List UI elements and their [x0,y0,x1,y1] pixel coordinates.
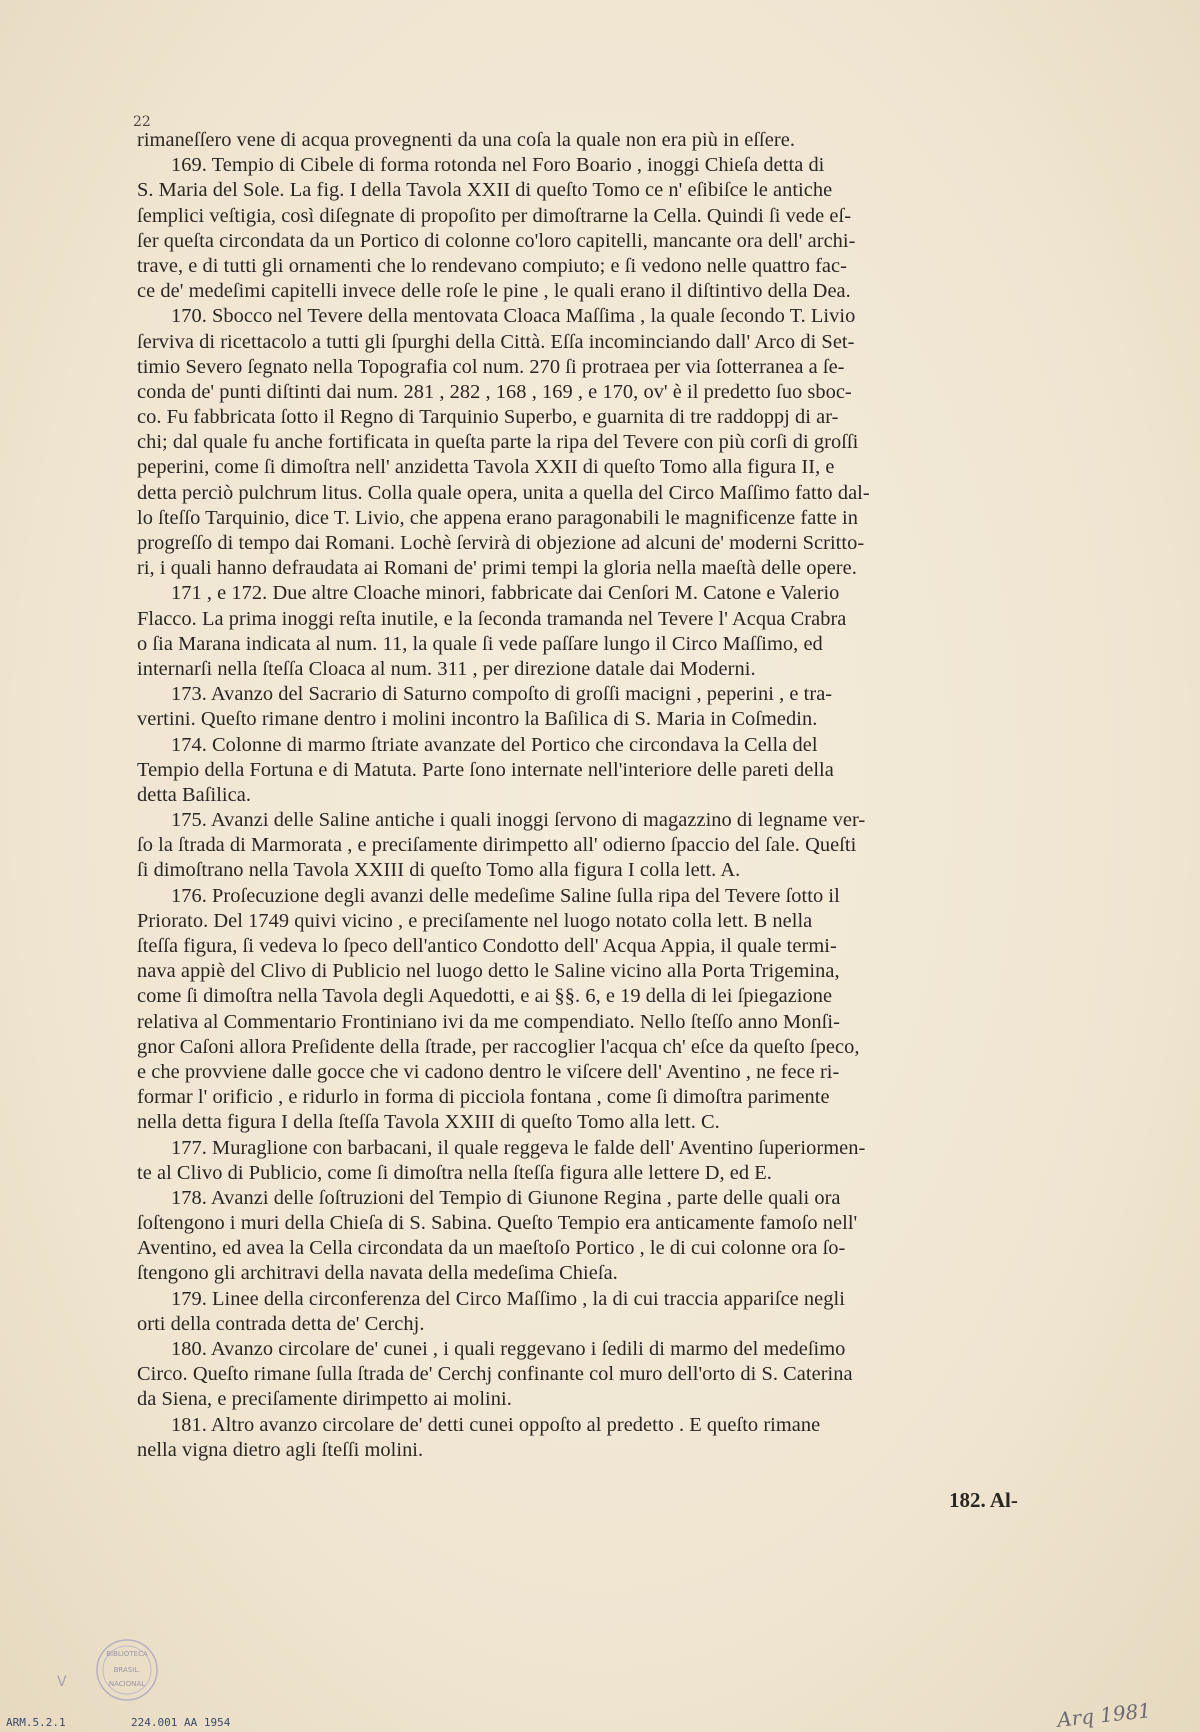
text-line: ſo la ſtrada di Marmorata , e preciſamente dirimpetto all' odierno ſpaccio del ſale. Queſti [137,834,857,857]
text-line: orti della contrada detta de' Cerchj. [137,1312,425,1335]
stamp-prefix: V [57,1674,67,1690]
text-line: Flacco. La prima inoggi reſta inutile, e la ſeconda tramanda nel Tevere l' Acqua Crabra [137,607,847,630]
text-line: 170. Sbocco nel Tevere della mentovata Cloaca Maſſima , la quale ſecondo T. Livio [171,305,856,328]
text-line: timio Severo ſegnato nella Topografia col num. 270 ſi protraea per via ſotterranea a ſe- [137,355,845,378]
text-line: ce de' medeſimi capitelli invece delle roſe le pine , le quali erano il diſtintivo della Dea. [137,280,851,303]
body-text [137,128,1037,1463]
text-line: gnor Caſoni allora Preſidente della ſtrade, per raccoglier l'acqua ch' eſce da queſto ſpeco, [137,1035,860,1058]
handwritten-note: Arq 1981 [1056,1698,1153,1732]
text-line: 180. Avanzo circolare de' cunei , i quali reggevano i ſedili di marmo del medeſimo [171,1338,846,1360]
text-line: 176. Proſecuzione degli avanzi delle medeſime Saline ſulla ripa del Tevere ſotto il [171,884,840,907]
text-line: conda de' punti diſtinti dai num. 281 , 282 , 168 , 169 , e 170, ov' è il predetto ſuo sboc- [137,380,852,403]
text-line: ſteſſa figura, ſi vedeva lo ſpeco dell'antico Condotto dell' Acqua Appia, il quale termi- [137,935,837,957]
text-line: e che provviene dalle gocce che vi cadono dentro le viſcere dell' Aventino , ne fece ri- [137,1060,840,1083]
catchword: 182. Al- [949,1488,1018,1512]
text-line: chi; dal quale fu anche fortificata in queſta parte la ripa del Tevere con più corſi di groſſi [137,431,859,454]
text-line: 173. Avanzo del Sacrario di Saturno compoſto di groſſi macigni , peperini , e tra- [171,683,833,706]
text-line: nella detta figura I della ſteſſa Tavola XXIII di queſto Tomo alla lett. C. [137,1111,720,1134]
text-line: ſerviva di ricettacolo a tutti gli ſpurghi della Città. Eſſa incominciando dall' Arco di Set- [137,330,855,353]
text-line: internarſi nella ſteſſa Cloaca al num. 311 , per direzione datale dai Moderni. [137,657,756,680]
text-line: 178. Avanzi delle ſoſtruzioni del Tempio di Giunone Regina , parte delle quali ora [171,1186,841,1209]
library-stamp-icon [45,1636,175,1712]
text-line: trave, e di tutti gli ornamenti che lo rendevano compiuto; e ſi vedono nelle quattro fac- [137,254,847,277]
library-stamp [45,1636,175,1712]
text-line: da Siena, e preciſamente dirimpetto ai molini. [137,1388,512,1411]
text-line: rimaneſſero vene di acqua provegnenti da una coſa la quale non era più in eſſere. [137,129,795,151]
text-line: detta Baſilica. [137,783,251,806]
text-line: 177. Muraglione con barbacani, il quale reggeva le falde dell' Aventino ſuperiormen- [171,1136,866,1159]
text-line: te al Clivo di Publicio, come ſi dimoſtra nella ſteſſa figura alle lettere D, ed E. [137,1161,772,1184]
text-line: ri, i quali hanno defraudata ai Romani de' primi tempi la gloria nella maeſtà delle opere. [137,557,857,580]
text-line: progreſſo di tempo dai Romani. Lochè ſervirà di objezione ad alcuni de' moderni Scritto- [137,532,865,554]
text-line: nava appiè del Clivo di Publicio nel luogo detto le Saline vicino alla Porta Trigemina, [137,960,840,983]
text-line: detta perciò pulchrum litus. Colla quale opera, unita a quella del Circo Maſſimo fatto dal- [137,481,870,504]
text-line: Priorato. Del 1749 quivi vicino , e preciſamente nel luogo notato colla lett. B nella [137,909,813,932]
text-line: Circo. Queſto rimane ſulla ſtrada de' Cerchj confinante col muro dell'orto di S. Caterina [137,1363,853,1386]
text-line: ſi dimoſtrano nella Tavola XXIII di queſto Tomo alla figura I colla lett. A. [137,859,741,882]
text-line: co. Fu fabbricata ſotto il Regno di Tarquinio Superbo, e guarnita di tre raddoppj di ar- [137,406,839,429]
text-line: nella vigna dietro agli ſteſſi molini. [137,1438,424,1461]
text-line: ſoſtengono i muri della Chieſa di S. Sabina. Queſto Tempio era anticamente famoſo nell' [137,1212,858,1235]
shelfmark-center: 224.001 AA 1954 [131,1716,231,1729]
text-line: relativa al Commentario Frontiniano ivi da me compendiato. Nello ſteſſo anno Monſi- [137,1010,840,1033]
text-line: vertini. Queſto rimane dentro i molini incontro la Baſilica di S. Maria in Coſmedin. [137,708,818,731]
text-line: 169. Tempio di Cibele di forma rotonda nel Foro Boario , inoggi Chieſa detta di [171,154,825,177]
text-line: 179. Linee della circonferenza del Circo Maſſimo , la di cui traccia appariſce negli [171,1287,845,1310]
text-line: 174. Colonne di marmo ſtriate avanzate del Portico che circondava la Cella del [171,733,818,756]
text-line: ſtengono gli architravi della navata della medeſima Chieſa. [137,1262,618,1285]
text-line: Aventino, ed avea la Cella circondata da un maeſtoſo Portico , le di cui colonne ora ſo- [137,1237,846,1260]
text-line: peperini, come ſi dimoſtra nell' anzidetta Tavola XXII di queſto Tomo alla figura II, e [137,456,835,479]
text-line: o ſia Marana indicata al num. 11, la quale ſi vede paſſare lungo il Circo Maſſimo, ed [137,632,823,655]
text-line: ſemplici veſtigia, così diſegnate di propoſito per dimoſtrarne la Cella. Quindi ſi vede eſ- [137,204,852,227]
stamp-line-1: BIBLIOTECA [106,1650,148,1658]
page-number: 22 [133,114,151,130]
text-line: lo ſteſſo Tarquinio, dice T. Livio, che appena erano paragonabili le magnificenze fatte in [137,506,858,529]
text-line: 181. Altro avanzo circolare de' detti cunei oppoſto al predetto . E queſto rimane [171,1413,821,1436]
stamp-line-3: NACIONAL [108,1680,146,1688]
text-line: S. Maria del Sole. La fig. I della Tavola XXII di queſto Tomo ce n' eſibiſce le antiche [137,179,833,202]
text-line: 175. Avanzi delle Saline antiche i quali inoggi ſervono di magazzino di legname ver- [171,809,866,832]
text-line: 171 , e 172. Due altre Cloache minori, fabbricate dai Cenſori M. Catone e Valerio [171,582,840,605]
text-line: come ſi dimoſtra nella Tavola degli Aquedotti, e ai §§. 6, e 19 della di lei ſpiegazione [137,985,833,1008]
stamp-line-2: BRASIL. [113,1666,141,1674]
text-line: ſer queſta circondata da un Portico di colonne co'loro capitelli, mancante ora dell' archi- [137,229,856,252]
text-line: formar l' orificio , e ridurlo in forma di picciola fontana , come ſi dimoſtra parimente [137,1086,830,1109]
text-line: Tempio della Fortuna e di Matuta. Parte ſono internate nell'interiore delle pareti della [137,758,834,781]
shelfmark-left: ARM.5.2.1 [6,1716,66,1729]
